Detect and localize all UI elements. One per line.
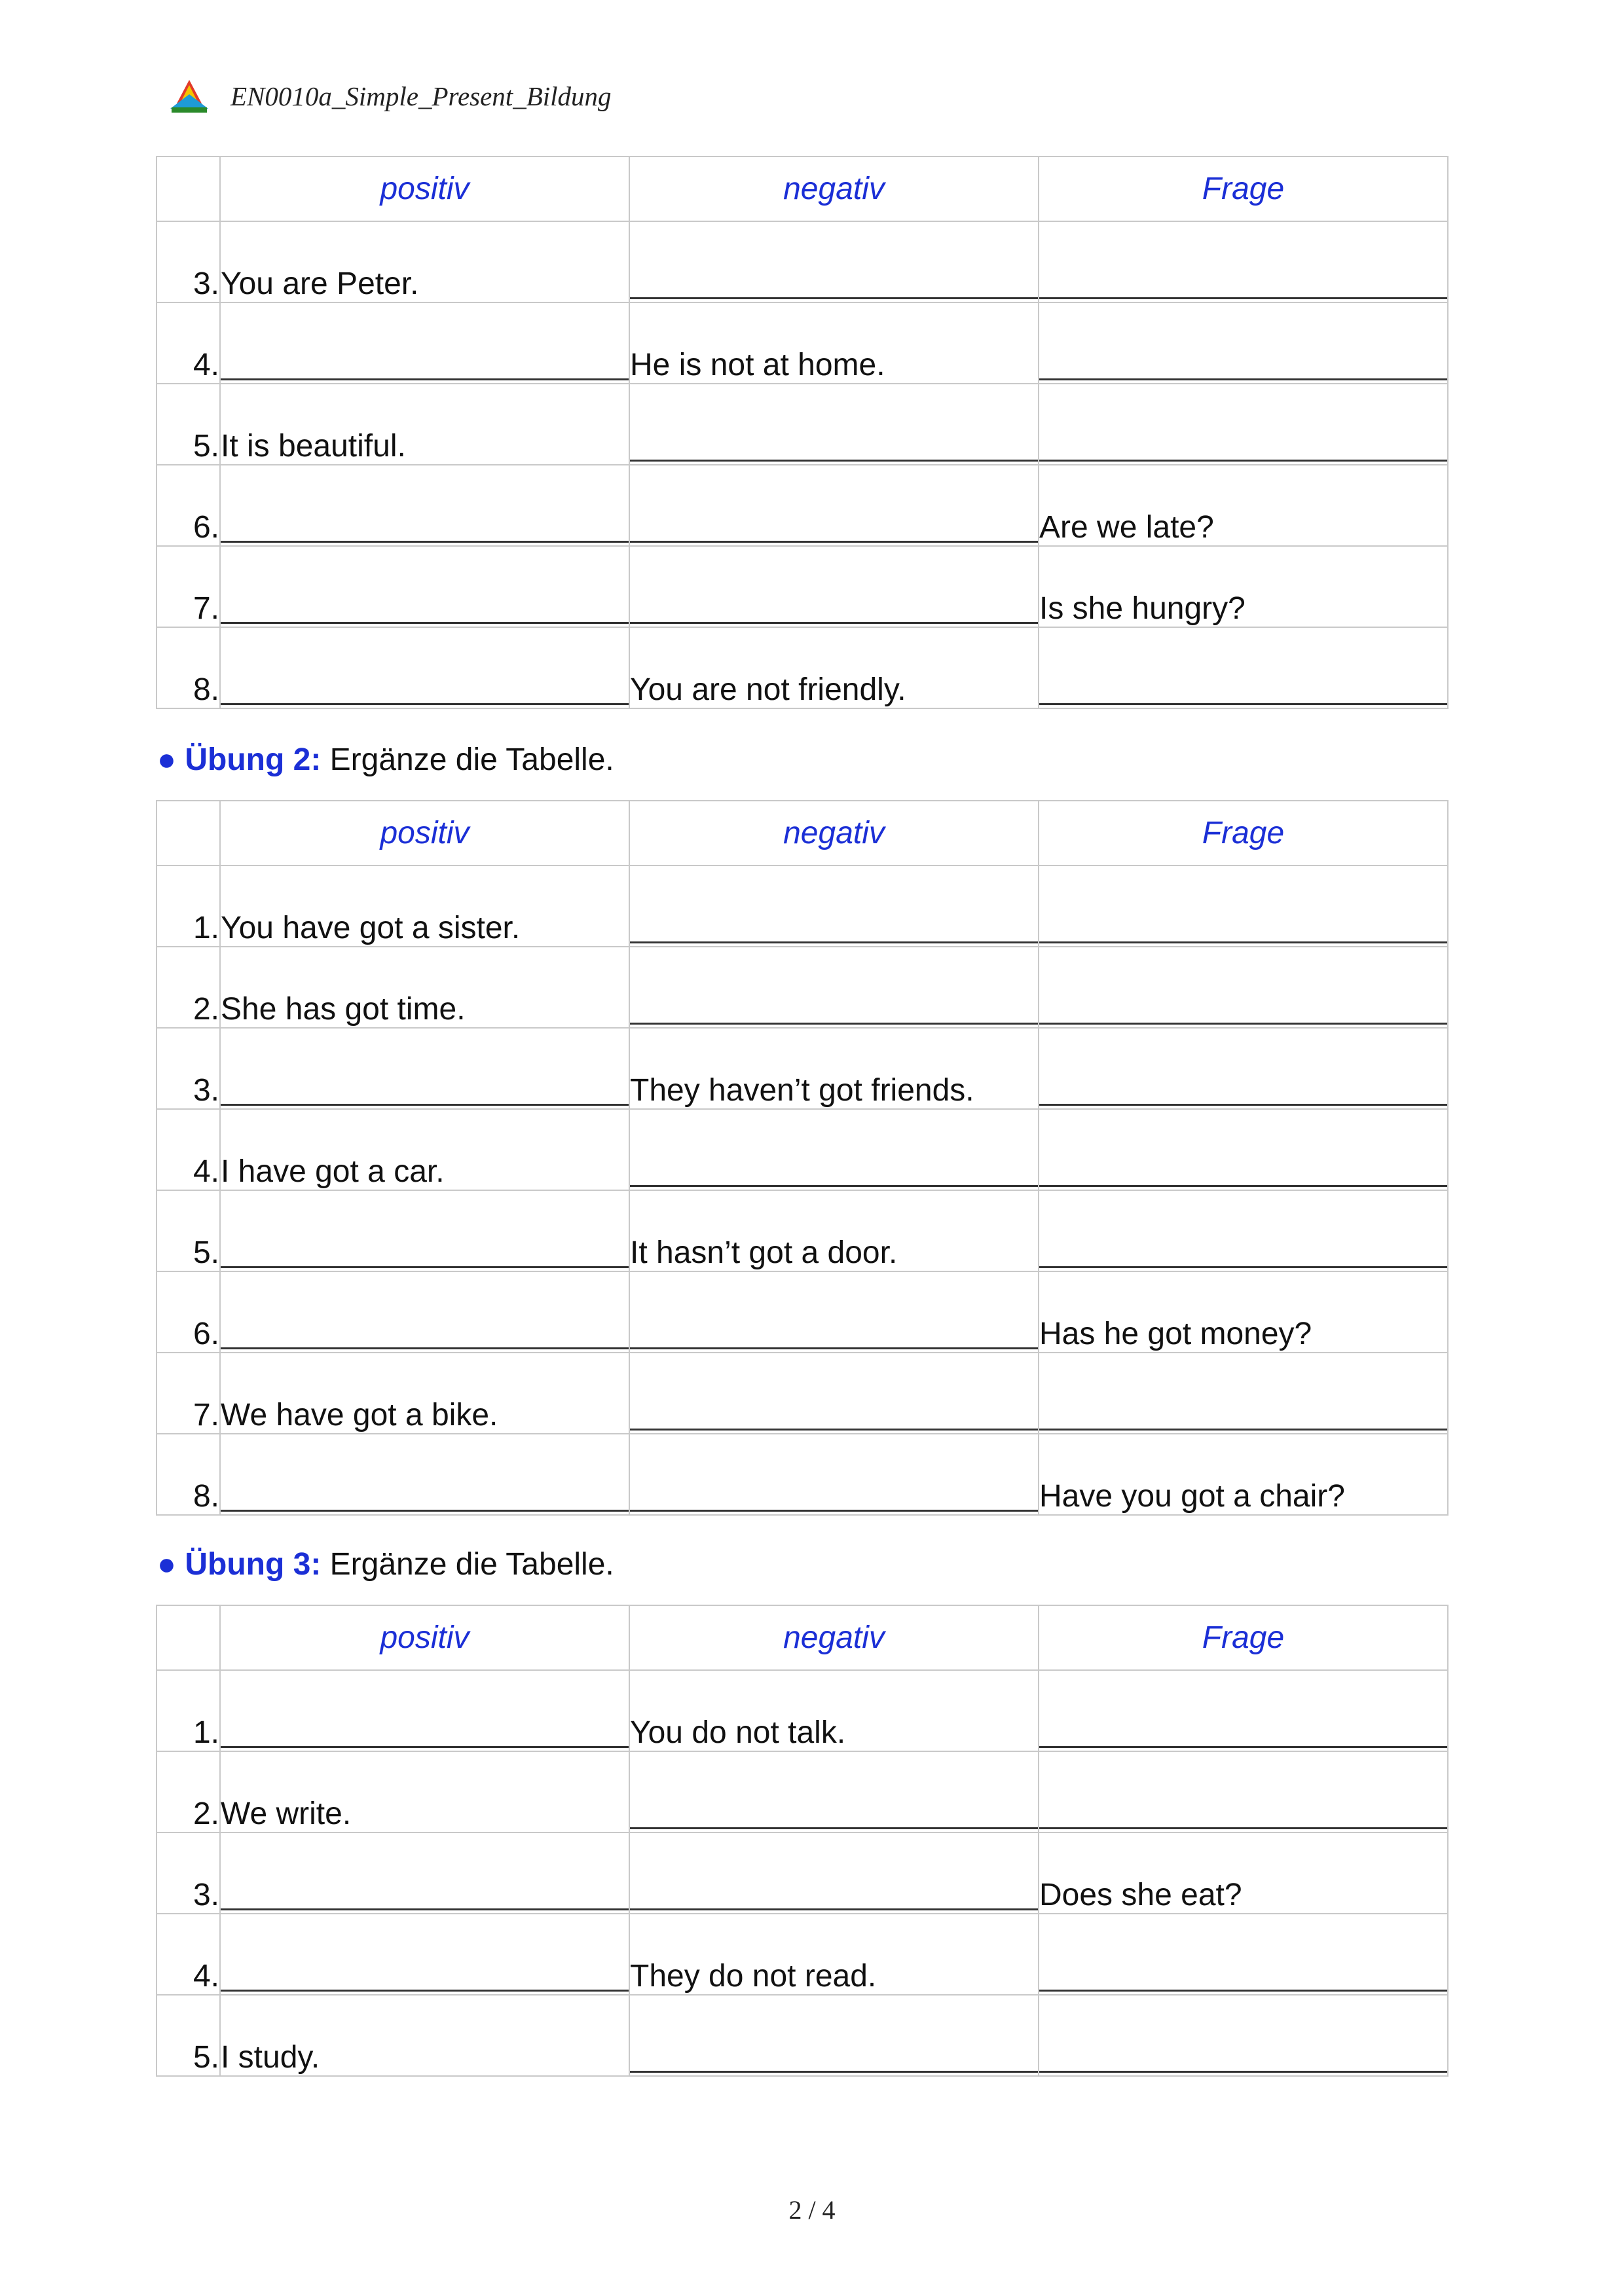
table-row	[157, 546, 1448, 627]
table-row	[157, 1190, 1448, 1271]
positive-answer-cell[interactable]	[220, 1190, 629, 1271]
negative-answer-cell[interactable]	[629, 1832, 1039, 1914]
exercise-2-table	[156, 800, 1449, 1516]
row-number: 4.	[157, 1914, 220, 1995]
column-header-question: Frage	[1039, 156, 1448, 221]
question-answer-cell[interactable]	[1039, 1028, 1448, 1109]
answer-blank-line[interactable]	[630, 1023, 1038, 1025]
row-number: 2.	[157, 1751, 220, 1832]
question-answer-cell[interactable]	[1039, 1914, 1448, 1995]
table-row	[157, 1353, 1448, 1434]
row-number: 3.	[157, 221, 220, 302]
answer-blank-line[interactable]	[221, 1746, 629, 1748]
corner-cell	[157, 1605, 220, 1670]
question-answer-cell[interactable]	[1039, 302, 1448, 384]
bullet: ●	[157, 742, 176, 777]
negative-sentence: They haven’t got friends.	[629, 1028, 1039, 1109]
answer-blank-line[interactable]	[630, 622, 1038, 624]
answer-blank-line[interactable]	[1039, 1827, 1447, 1829]
table-row	[157, 465, 1448, 546]
positive-answer-cell[interactable]	[220, 1914, 629, 1995]
question-answer-cell[interactable]	[1039, 1190, 1448, 1271]
answer-blank-line[interactable]	[1039, 703, 1447, 705]
answer-blank-line[interactable]	[221, 1266, 629, 1268]
positive-sentence: I study.	[220, 1995, 629, 2076]
question-sentence: Is she hungry?	[1039, 546, 1448, 627]
table-header-row	[157, 1605, 1448, 1670]
positive-answer-cell[interactable]	[220, 302, 629, 384]
negative-answer-cell[interactable]	[629, 1751, 1039, 1832]
table-row	[157, 1670, 1448, 1751]
column-header-question: Frage	[1039, 801, 1448, 866]
table-row	[157, 1914, 1448, 1995]
table-row	[157, 1028, 1448, 1109]
table-header-row	[157, 801, 1448, 866]
question-sentence: Have you got a chair?	[1039, 1434, 1448, 1515]
column-header-negative: negativ	[629, 801, 1039, 866]
question-sentence: Has he got money?	[1039, 1271, 1448, 1353]
positive-sentence: You are Peter.	[220, 221, 629, 302]
answer-blank-line[interactable]	[630, 297, 1038, 299]
answer-blank-line[interactable]	[630, 1510, 1038, 1512]
answer-blank-line[interactable]	[630, 541, 1038, 543]
answer-blank-line[interactable]	[630, 941, 1038, 943]
answer-blank-line[interactable]	[630, 2071, 1038, 2073]
negative-answer-cell[interactable]	[629, 465, 1039, 546]
question-answer-cell[interactable]	[1039, 1995, 1448, 2076]
answer-blank-line[interactable]	[221, 1347, 629, 1349]
answer-blank-line[interactable]	[221, 378, 629, 380]
answer-blank-line[interactable]	[630, 1908, 1038, 1910]
positive-answer-cell[interactable]	[220, 1832, 629, 1914]
logo-icon	[168, 79, 211, 114]
answer-blank-line[interactable]	[221, 1908, 629, 1910]
question-answer-cell[interactable]	[1039, 627, 1448, 708]
answer-blank-line[interactable]	[221, 541, 629, 543]
column-header-positive: positiv	[220, 156, 629, 221]
row-number: 1.	[157, 866, 220, 947]
positive-sentence: You have got a sister.	[220, 866, 629, 947]
positive-sentence: She has got time.	[220, 947, 629, 1028]
exercise-3-table	[156, 1605, 1449, 2077]
row-number: 4.	[157, 302, 220, 384]
answer-blank-line[interactable]	[221, 703, 629, 705]
question-sentence: Does she eat?	[1039, 1832, 1448, 1914]
page-number: 2 / 4	[788, 2195, 836, 2225]
row-number: 5.	[157, 384, 220, 465]
answer-blank-line[interactable]	[1039, 1185, 1447, 1187]
row-number: 7.	[157, 1353, 220, 1434]
table-row	[157, 302, 1448, 384]
row-number: 5.	[157, 1190, 220, 1271]
table-row	[157, 1832, 1448, 1914]
question-answer-cell[interactable]	[1039, 1751, 1448, 1832]
table-row	[157, 947, 1448, 1028]
table-row	[157, 1434, 1448, 1515]
exercise-instruction: Ergänze die Tabelle.	[329, 742, 614, 777]
answer-blank-line[interactable]	[630, 460, 1038, 462]
question-answer-cell[interactable]	[1039, 947, 1448, 1028]
question-answer-cell[interactable]	[1039, 1353, 1448, 1434]
row-number: 2.	[157, 947, 220, 1028]
negative-answer-cell[interactable]	[629, 1995, 1039, 2076]
negative-sentence: They do not read.	[629, 1914, 1039, 1995]
positive-answer-cell[interactable]	[220, 1028, 629, 1109]
answer-blank-line[interactable]	[1039, 297, 1447, 299]
column-header-negative: negativ	[629, 156, 1039, 221]
answer-blank-line[interactable]	[1039, 1104, 1447, 1106]
page-header	[168, 73, 612, 119]
negative-sentence: You do not talk.	[629, 1670, 1039, 1751]
row-number: 1.	[157, 1670, 220, 1751]
table-row	[157, 1271, 1448, 1353]
question-answer-cell[interactable]	[1039, 384, 1448, 465]
negative-answer-cell[interactable]	[629, 384, 1039, 465]
answer-blank-line[interactable]	[630, 1827, 1038, 1829]
row-number: 7.	[157, 546, 220, 627]
exercise-2-heading	[157, 742, 614, 778]
answer-blank-line[interactable]	[1039, 2071, 1447, 2073]
table-row	[157, 221, 1448, 302]
negative-sentence: It hasn’t got a door.	[629, 1190, 1039, 1271]
negative-answer-cell[interactable]	[629, 1109, 1039, 1190]
positive-answer-cell[interactable]	[220, 465, 629, 546]
exercise-label: Übung 3:	[185, 1547, 322, 1582]
positive-answer-cell[interactable]	[220, 1670, 629, 1751]
answer-blank-line[interactable]	[1039, 1266, 1447, 1268]
negative-answer-cell[interactable]	[629, 546, 1039, 627]
answer-blank-line[interactable]	[630, 1429, 1038, 1430]
answer-blank-line[interactable]	[1039, 460, 1447, 462]
answer-blank-line[interactable]	[1039, 941, 1447, 943]
answer-blank-line[interactable]	[1039, 1023, 1447, 1025]
answer-blank-line[interactable]	[1039, 1429, 1447, 1430]
negative-sentence: You are not friendly.	[629, 627, 1039, 708]
column-header-positive: positiv	[220, 1605, 629, 1670]
column-header-negative: negativ	[629, 1605, 1039, 1670]
answer-blank-line[interactable]	[1039, 378, 1447, 380]
answer-blank-line[interactable]	[221, 1510, 629, 1512]
exercise-3-rows	[157, 1670, 1448, 2076]
row-number: 4.	[157, 1109, 220, 1190]
answer-blank-line[interactable]	[630, 1185, 1038, 1187]
corner-cell	[157, 801, 220, 866]
answer-blank-line[interactable]	[1039, 1990, 1447, 1992]
table-row	[157, 1109, 1448, 1190]
bullet: ●	[157, 1547, 176, 1582]
row-number: 3.	[157, 1028, 220, 1109]
table-row	[157, 627, 1448, 708]
positive-sentence: I have got a car.	[220, 1109, 629, 1190]
answer-blank-line[interactable]	[221, 622, 629, 624]
table-row	[157, 1751, 1448, 1832]
positive-sentence: It is beautiful.	[220, 384, 629, 465]
positive-answer-cell[interactable]	[220, 627, 629, 708]
negative-answer-cell[interactable]	[629, 1271, 1039, 1353]
column-header-positive: positiv	[220, 801, 629, 866]
negative-sentence: He is not at home.	[629, 302, 1039, 384]
negative-answer-cell[interactable]	[629, 1353, 1039, 1434]
question-answer-cell[interactable]	[1039, 1670, 1448, 1751]
exercise-instruction: Ergänze die Tabelle.	[329, 1547, 614, 1582]
negative-answer-cell[interactable]	[629, 947, 1039, 1028]
answer-blank-line[interactable]	[221, 1104, 629, 1106]
question-answer-cell[interactable]	[1039, 866, 1448, 947]
row-number: 8.	[157, 1434, 220, 1515]
table-row	[157, 866, 1448, 947]
row-number: 6.	[157, 465, 220, 546]
row-number: 6.	[157, 1271, 220, 1353]
positive-answer-cell[interactable]	[220, 1434, 629, 1515]
column-header-question: Frage	[1039, 1605, 1448, 1670]
positive-sentence: We have got a bike.	[220, 1353, 629, 1434]
negative-answer-cell[interactable]	[629, 1434, 1039, 1515]
exercise-1-table	[156, 156, 1449, 709]
exercise-3-heading	[157, 1546, 614, 1582]
positive-sentence: We write.	[220, 1751, 629, 1832]
question-answer-cell[interactable]	[1039, 1109, 1448, 1190]
table-row	[157, 384, 1448, 465]
question-answer-cell[interactable]	[1039, 221, 1448, 302]
row-number: 5.	[157, 1995, 220, 2076]
answer-blank-line[interactable]	[221, 1990, 629, 1992]
positive-answer-cell[interactable]	[220, 546, 629, 627]
row-number: 8.	[157, 627, 220, 708]
row-number: 3.	[157, 1832, 220, 1914]
table-header-row	[157, 156, 1448, 221]
exercise-label: Übung 2:	[185, 742, 322, 777]
negative-answer-cell[interactable]	[629, 866, 1039, 947]
positive-answer-cell[interactable]	[220, 1271, 629, 1353]
question-sentence: Are we late?	[1039, 465, 1448, 546]
answer-blank-line[interactable]	[1039, 1746, 1447, 1748]
corner-cell	[157, 156, 220, 221]
document-title: EN0010a_Simple_Present_Bildung	[231, 81, 612, 111]
table-row	[157, 1995, 1448, 2076]
answer-blank-line[interactable]	[630, 1347, 1038, 1349]
exercise-2-rows	[157, 866, 1448, 1515]
exercise-1-rows	[157, 221, 1448, 708]
negative-answer-cell[interactable]	[629, 221, 1039, 302]
